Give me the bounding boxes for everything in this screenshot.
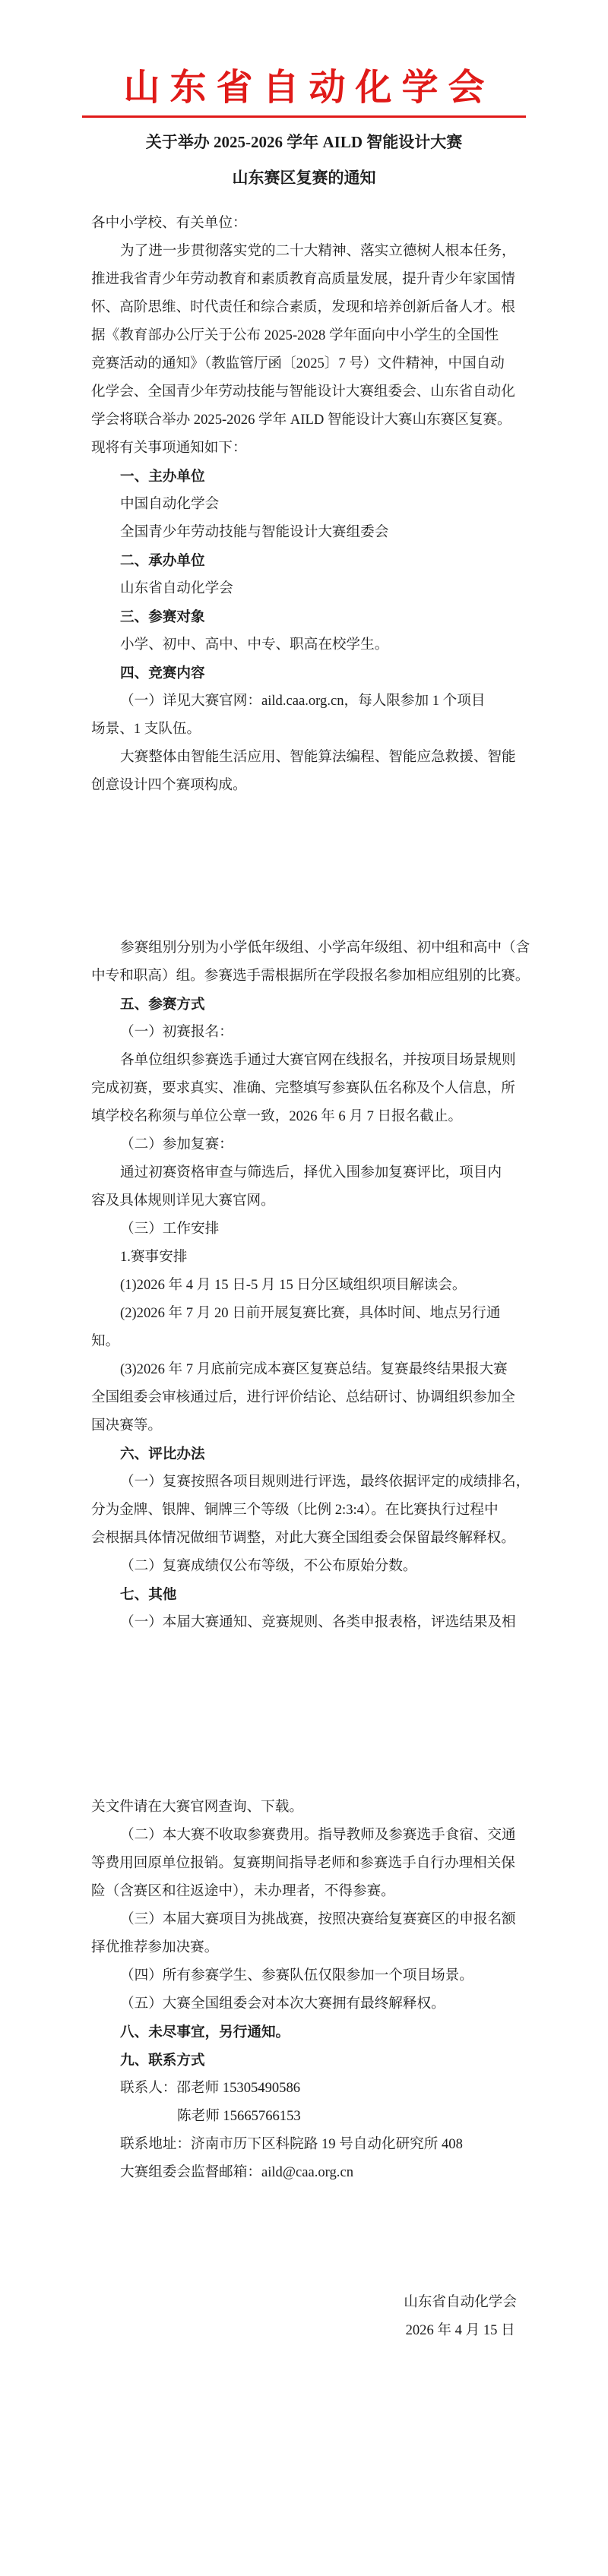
doc-line: （二）复赛成绩仅公布等级，不公布原始分数。 [120,1558,417,1574]
doc-line: 创意设计四个赛项构成。 [91,777,247,793]
doc-line: 参赛组别分别为小学低年级组、小学高年级组、初中组和高中（含 [120,940,530,956]
doc-line: 各中小学校、有关单位： [91,215,247,231]
doc-line: （三）本届大赛项目为挑战赛，按照决赛给复赛赛区的申报名额 [120,1911,516,1927]
doc-line: （一）初赛报名： [120,1024,233,1040]
doc-line: 通过初赛资格审查与筛选后，择优入围参加复赛评比，项目内 [120,1165,502,1181]
doc-line: 学会将联合举办 2025-2026 学年 AILD 智能设计大赛山东赛区复赛。 [91,412,511,428]
doc-line: 山东省自动化学会 [120,580,233,596]
doc-line: 关文件请在大赛官网查询、下载。 [91,1799,303,1815]
doc-line: （三）工作安排 [120,1221,220,1237]
doc-line: （二）本大赛不收取参赛费用。指导教师及参赛选手食宿、交通 [120,1827,516,1843]
doc-line: 填学校名称须与单位公章一致，2026 年 6 月 7 日报名截止。 [91,1108,463,1124]
doc-line: （一）详见大赛官网：aild.caa.org.cn，每人限参加 1 个项目 [120,693,486,709]
doc-line: 容及具体规则详见大赛官网。 [91,1193,275,1209]
doc-line: 完成初赛，要求真实、准确、完整填写参赛队伍名称及个人信息，所 [91,1080,515,1096]
doc-line: 推进我省青少年劳动教育和素质教育高质量发展，提升青少年家国情 [91,271,515,287]
doc-line: 一、主办单位 [120,468,205,484]
doc-line: 等费用回原单位报销。复赛期间指导老师和参赛选手自行办理相关保 [91,1855,515,1871]
doc-line: 二、承办单位 [120,552,205,568]
doc-line: 大赛整体由智能生活应用、智能算法编程、智能应急救援、智能 [120,749,516,765]
signature-org: 山东省自动化学会 [404,2294,517,2310]
doc-title-line2: 山东赛区复赛的通知 [232,169,376,187]
doc-line: 各单位组织参赛选手通过大赛官网在线报名，并按项目场景规则 [120,1052,516,1068]
doc-line: （五）大赛全国组委会对本次大赛拥有最终解释权。 [120,1996,445,2012]
doc-line: 现将有关事项通知如下： [91,440,247,456]
doc-line: 1.赛事安排 [120,1249,188,1265]
doc-line: （一）复赛按照各项目规则进行评选，最终依据评定的成绩排名， [120,1474,530,1490]
doc-line: 国决赛等。 [91,1418,162,1433]
doc-line: 小学、初中、高中、中专、职高在校学生。 [120,637,389,653]
doc-line: 怀、高阶思维、时代责任和综合素质，发现和培养创新后备人才。根 [91,299,515,315]
red-divider [82,115,526,118]
doc-line: 场景、1 支队伍。 [91,721,201,737]
doc-line: 大赛组委会监督邮箱：aild@caa.org.cn [120,2164,353,2180]
doc-line: 全国青少年劳动技能与智能设计大赛组委会 [120,524,389,540]
doc-line: 化学会、全国青少年劳动技能与智能设计大赛组委会、山东省自动化 [91,384,515,400]
doc-line: 三、参赛对象 [120,608,205,624]
doc-line: 八、未尽事宜，另行通知。 [120,2024,290,2040]
signature-inner [404,2288,517,2344]
page-break-gap [0,1636,608,1793]
page-1-body [0,209,608,799]
page-3-body [0,1793,608,2186]
doc-line: 险（含赛区和往返途中），未办理者，不得参赛。 [91,1883,395,1899]
doc-line: 联系人：邵老师 15305490586 [120,2080,301,2096]
doc-line: 中国自动化学会 [120,496,220,512]
doc-line: 择优推荐参加决赛。 [91,1939,219,1955]
doc-title-line1: 关于举办 2025-2026 学年 AILD 智能设计大赛 [145,133,463,151]
doc-line: 联系地址：济南市历下区科院路 19 号自动化研究所 408 [120,2136,463,2152]
doc-line: 陈老师 15665766153 [177,2108,301,2124]
doc-line: (3)2026 年 7 月底前完成本赛区复赛总结。复赛最终结果报大赛 [120,1361,508,1377]
doc-line: (1)2026 年 4 月 15 日-5 月 15 日分区域组织项目解读会。 [120,1277,467,1293]
doc-line: 知。 [91,1333,120,1349]
doc-line: （二）参加复赛： [120,1136,233,1152]
page-break-gap [0,799,608,934]
signature-date: 2026 年 4 月 15 日 [405,2322,515,2338]
doc-line: 据《教育部办公厅关于公布 2025-2028 学年面向中小学生的全国性 [91,327,499,343]
doc-line: 会根据具体情况做细节调整，对此大赛全国组委会保留最终解释权。 [91,1530,515,1546]
doc-line: 全国组委会审核通过后，进行评价结论、总结研讨、协调组织参加全 [91,1389,515,1405]
doc-line: 分为金牌、银牌、铜牌三个等级（比例 2:3:4）。在比赛执行过程中 [91,1502,499,1518]
doc-line: 五、参赛方式 [120,996,205,1012]
page-2-body [0,934,608,1636]
doc-line: 四、竞赛内容 [120,665,205,681]
doc-line: 九、联系方式 [120,2052,205,2068]
doc-line: 中专和职高）组。参赛选手需根据所在学段报名参加相应组别的比赛。 [91,968,530,984]
doc-line: （一）本届大赛通知、竞赛规则、各类申报表格，评选结果及相 [120,1614,516,1630]
doc-line: (2)2026 年 7 月 20 日前开展复赛比赛，具体时间、地点另行通 [120,1305,501,1321]
doc-line: 竞赛活动的通知》（教监管厅函〔2025〕7 号）文件精神，中国自动 [91,356,505,371]
signature-block [0,2288,608,2344]
doc-line: （四）所有参赛学生、参赛队伍仅限参加一个项目场景。 [120,1968,473,1983]
doc-line: 七、其他 [120,1586,177,1602]
doc-line: 为了进一步贯彻落实党的二十大精神、落实立德树人根本任务， [120,243,516,259]
org-name-header: 山东省自动化学会 [123,68,495,108]
doc-line: 六、评比办法 [120,1446,205,1462]
